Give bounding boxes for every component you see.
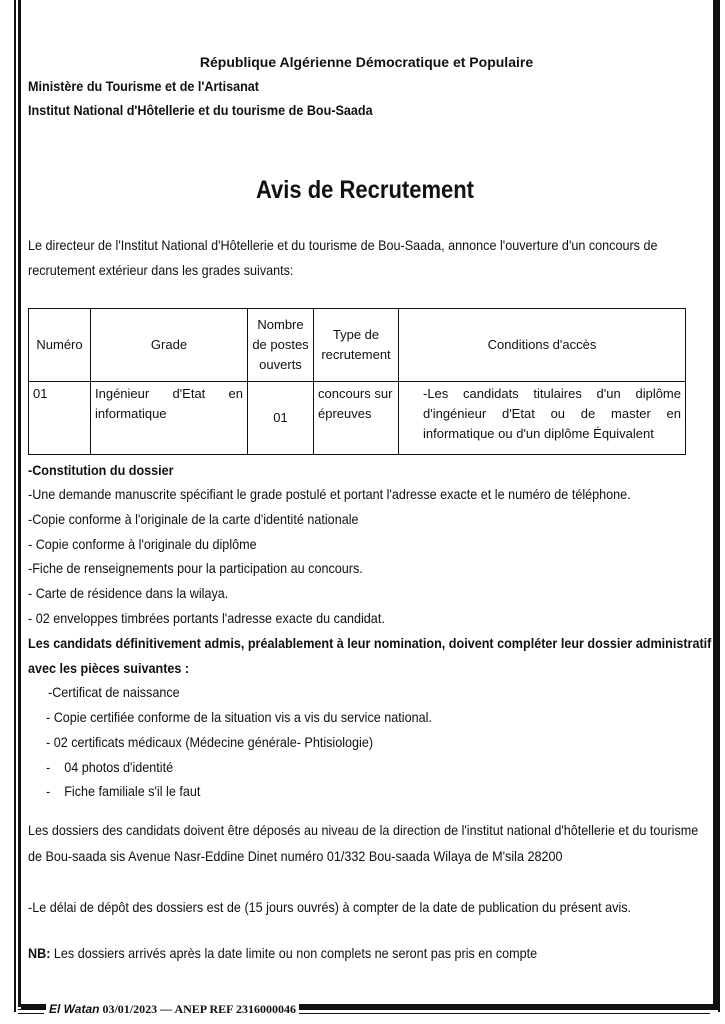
col-postes: Nombre de postes ouverts — [248, 309, 314, 382]
list-item: -Copie conforme à l'originale de la carte d'identité nationale — [28, 511, 359, 527]
footer-text — [46, 1002, 299, 1017]
cell-type: concours sur épreuves — [314, 382, 399, 455]
table-header-row — [29, 309, 686, 382]
republic-header: République Algérienne Démocratique et Populaire — [199, 54, 534, 70]
page-title: Avis de Recrutement — [255, 176, 475, 204]
nb-text: Les dossiers arrivés après la date limite ou non complets ne seront pas pris en compte — [50, 945, 538, 961]
footer-rule-left — [18, 1009, 44, 1014]
footer-rule-right — [290, 1009, 710, 1014]
nb-label: NB: — [28, 945, 51, 961]
recruitment-table — [28, 308, 686, 455]
dossier-heading: -Constitution du dossier — [28, 462, 174, 478]
publication-footer — [0, 1002, 725, 1020]
list-item: - 02 enveloppes timbrées portants l'adresse exacte du candidat. — [28, 610, 385, 626]
intro-line-1: Le directeur de l'Institut National d'Hôtellerie et du tourisme de Bou-Saada, annonce l'ouverture d'un concours de — [28, 237, 658, 253]
list-item: -Une demande manuscrite spécifiant le grade postulé et portant l'adresse exacte et le numéro de téléphone. — [28, 486, 631, 502]
col-numero: Numéro — [29, 309, 91, 382]
cell-grade: Ingénieur d'Etat en informatique — [91, 382, 248, 455]
nb-note — [28, 945, 537, 961]
col-grade: Grade — [91, 309, 248, 382]
list-item: - Copie conforme à l'originale du diplôme — [28, 536, 257, 552]
depot-line-1: Les dossiers des candidats doivent être déposés au niveau de la direction de l'institut national d'hôtellerie et du tourisme — [28, 822, 699, 838]
admis-heading-1: Les candidats définitivement admis, préalablement à leur nomination, doivent compléter leur dossier administratif — [28, 635, 712, 651]
table-row — [29, 382, 686, 455]
intro-line-2: recrutement extérieur dans les grades suivants: — [28, 262, 294, 278]
col-conditions: Conditions d'accès — [399, 309, 686, 382]
list-item: - 04 photos d'identité — [46, 759, 174, 775]
list-item: - 02 certificats médicaux (Médecine générale- Phtisiologie) — [46, 734, 374, 750]
list-item: -Fiche de renseignements pour la participation au concours. — [28, 560, 363, 576]
list-item: - Fiche familiale s'il le faut — [46, 783, 201, 799]
delai-text: -Le délai de dépôt des dossiers est de (15 jours ouvrés) à compter de la date de publication du présent avis. — [28, 899, 632, 915]
col-type: Type de recrutement — [314, 309, 399, 382]
ministry-header: Ministère du Tourisme et de l'Artisanat — [28, 78, 260, 94]
cell-conditions: -Les candidats titulaires d'un diplôme d'ingénieur d'Etat ou de master en informatique ou d'un diplôme Équivalent — [399, 382, 686, 455]
newspaper-name: El Watan — [49, 1002, 100, 1016]
institute-header: Institut National d'Hôtellerie et du tourisme de Bou-Saada — [28, 102, 373, 118]
admis-heading-2: avec les pièces suivantes : — [28, 660, 190, 676]
list-item: - Copie certifiée conforme de la situation vis a vis du service national. — [46, 709, 432, 725]
depot-line-2: de Bou-saada sis Avenue Nasr-Eddine Dinet numéro 01/332 Bou-saada Wilaya de M'sila 28200 — [28, 848, 563, 864]
cell-postes: 01 — [248, 382, 314, 455]
cell-numero: 01 — [29, 382, 91, 455]
list-item: -Certificat de naissance — [48, 684, 180, 700]
list-item: - Carte de résidence dans la wilaya. — [28, 585, 229, 601]
footer-ref: 03/01/2023 — ANEP REF 2316000046 — [99, 1002, 297, 1016]
